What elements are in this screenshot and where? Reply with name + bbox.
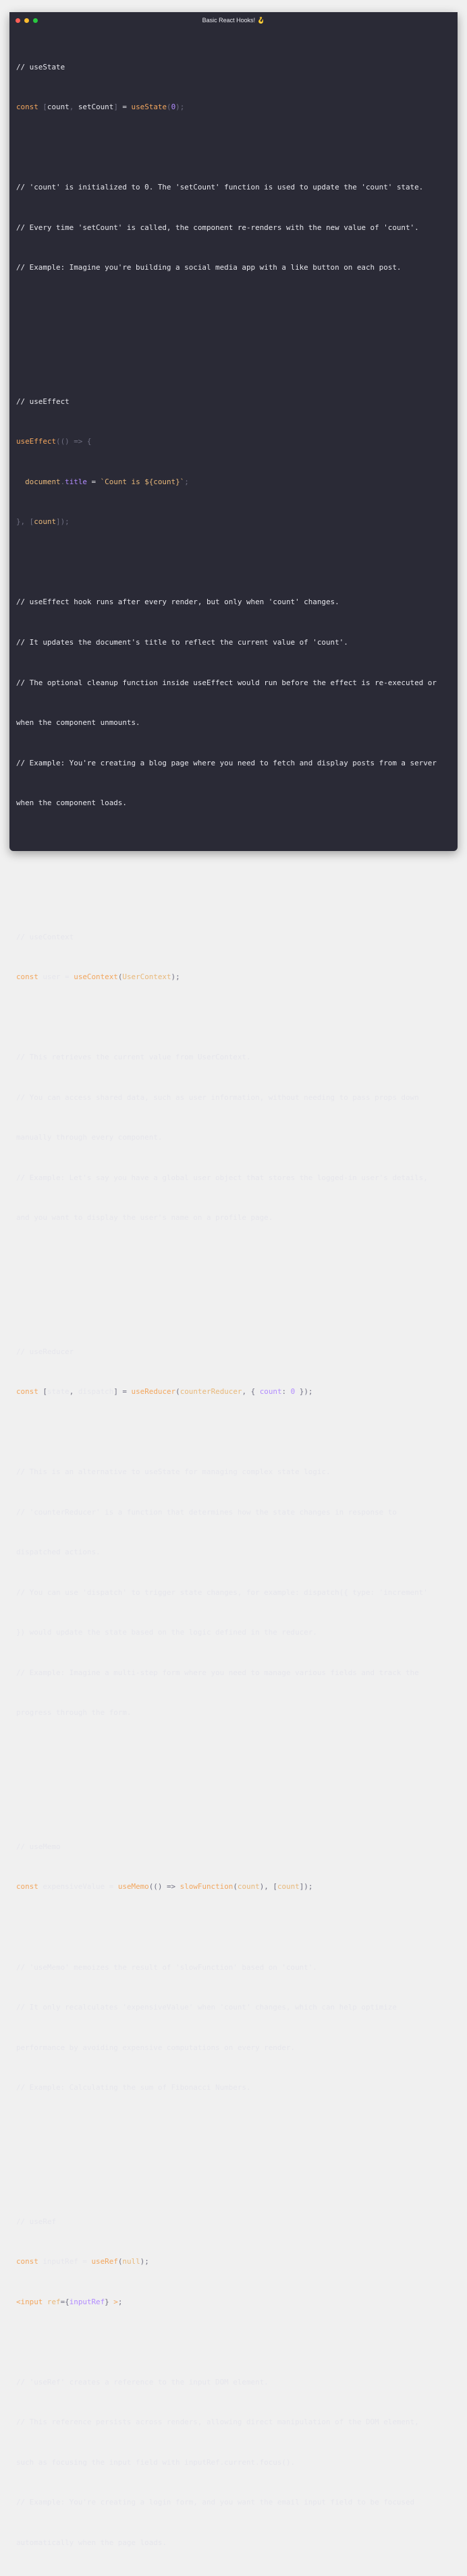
code-token: ( [233, 1882, 238, 1892]
code-line: // useState [16, 62, 65, 71]
code-token: count [237, 1882, 260, 1892]
code-line: // This reference persists across renders, allowing direct manipulation of the DOM element, [16, 2418, 419, 2427]
code-line: // 'useRef' creates a reference to the input DOM element. [16, 2377, 269, 2387]
code-line: // Example: Calculating the sum of Fibonacci Numbers. [16, 2083, 251, 2092]
blank-line [16, 1426, 455, 1439]
code-token: title [65, 477, 87, 486]
code-token: ={ [60, 2297, 70, 2306]
code-token: ( [117, 2257, 123, 2266]
code-token: count [34, 517, 57, 527]
code-token: UserContext [122, 972, 171, 982]
code-token: ; [184, 477, 189, 486]
code-line: // useReducer [16, 1347, 74, 1356]
code-token: 0 [171, 103, 176, 112]
code-token: null [122, 2257, 140, 2266]
code-line: // Example: You're creating a login form, and you want the email input field to be focused [16, 2498, 415, 2507]
code-token: <input [16, 2297, 43, 2306]
code-token: ); [175, 103, 185, 112]
code-line: // 'count' is initialized to 0. The 'setCount' function is used to update the 'count' state. [16, 183, 424, 192]
code-line: }) would update the state based on the logic defined in the reducer. [16, 1628, 317, 1637]
code-line: dispatched actions. [16, 1548, 101, 1557]
code-token: `Count is ${count}` [100, 477, 185, 486]
code-line: // The optional cleanup function inside useEffect would run before the effect is re-executed or [16, 678, 437, 687]
code-token: ( [167, 103, 171, 112]
code-token: ( [175, 1387, 180, 1397]
code-token: . [60, 477, 65, 486]
code-token: ); [171, 972, 180, 982]
blank-line [16, 1252, 455, 1265]
code-token: } [105, 2297, 114, 2306]
code-token: slowFunction [180, 1882, 234, 1892]
blank-line [16, 1291, 455, 1305]
code-token: user [38, 972, 65, 982]
blank-line [16, 1787, 455, 1801]
code-line: // 'useMemo' memoizes the result of 'slowFunction' based on 'count'. [16, 1962, 317, 1972]
code-line [16, 100, 455, 114]
code-token: ; [117, 2297, 123, 2306]
code-line: // This retrieves the current value from UserContext. [16, 1053, 251, 1062]
code-line: // Example: Let's say you have a global user object that stores the logged-in user's details, [16, 1173, 428, 1182]
code-line: when the component loads. [16, 798, 127, 808]
window-title [9, 17, 458, 24]
code-line: // This is an alternative to useState for managing complex state logic. [16, 1467, 331, 1477]
blank-line [16, 341, 455, 355]
blank-line [16, 301, 455, 315]
code-line: // useEffect [16, 397, 70, 406]
code-line: // Every time 'setCount' is called, the component re-renders with the new value of 'count'. [16, 223, 419, 232]
code-token: const [16, 972, 38, 982]
code-line [16, 475, 455, 489]
code-token: ( [117, 972, 123, 982]
code-token: count [277, 1882, 300, 1892]
code-token: }, [ [16, 517, 34, 527]
code-line: // useEffect hook runs after every render, but only when 'count' changes. [16, 597, 339, 607]
code-line: // Example: Imagine a multi-step form where you need to manage various fields and track the [16, 1668, 419, 1677]
code-token: [ [38, 1387, 47, 1397]
code-token: (() => [148, 1882, 180, 1892]
code-token: useEffect [16, 437, 57, 446]
code-token: }); [295, 1387, 313, 1397]
code-line: // useRef [16, 2217, 57, 2226]
code-token: inputRef [69, 2297, 105, 2306]
code-token: ]); [56, 517, 70, 527]
code-token: ref [43, 2297, 61, 2306]
code-token: const [16, 1387, 38, 1397]
code-line [16, 1880, 455, 1894]
code-token: 0 [290, 1387, 296, 1397]
code-line: automatically when the page loads. [16, 2538, 167, 2547]
blank-line [16, 141, 455, 154]
code-line: // You can use 'dispatch' to trigger state changes, for example: dispatch({ type: 'increment' [16, 1587, 428, 1597]
code-token: , { [242, 1387, 260, 1397]
code-token: count [259, 1387, 282, 1397]
code-token: ), [ [259, 1882, 277, 1892]
code-token: ]); [299, 1882, 313, 1892]
blank-line [16, 2161, 455, 2175]
blank-line [16, 2121, 455, 2135]
code-token: useReducer [131, 1387, 176, 1397]
code-line [16, 2295, 455, 2309]
code-token: : [281, 1387, 291, 1397]
title-bar [9, 12, 458, 28]
code-token: [ [43, 103, 47, 112]
code-token: inputRef [38, 2257, 83, 2266]
code-line [16, 515, 455, 529]
code-window [9, 12, 458, 2547]
blank-line [16, 1921, 455, 1934]
code-line: // It only recalculates 'expensiveValue' when 'count' changes, which can help optimize [16, 2003, 397, 2012]
code-line: and you want to display the user's name on a profile page. [16, 1213, 273, 1223]
code-line: // You can access shared data, such as user information, without needing to pass props down [16, 1092, 419, 1102]
code-token: state [47, 1387, 70, 1397]
code-token: ); [140, 2257, 149, 2266]
window-title-text: Basic React Hooks! [202, 17, 256, 24]
code-token: = [65, 972, 74, 982]
hook-emoji-icon: 🪝 [257, 17, 265, 24]
code-token: const [16, 1882, 38, 1892]
code-token: = [86, 477, 101, 486]
code-token: (() => { [56, 437, 92, 446]
code-token: > [113, 2297, 118, 2306]
code-token: const [16, 2257, 38, 2266]
code-token: , [69, 103, 78, 112]
code-line [16, 1385, 455, 1399]
code-token: useRef [91, 2257, 118, 2266]
code-token: ] = [113, 1387, 132, 1397]
code-line: // useContext [16, 932, 74, 941]
code-token: , [69, 1387, 78, 1397]
code-token: = [117, 103, 132, 112]
code-line: when the component unmounts. [16, 718, 140, 728]
code-line: // 'counterReducer' is a function that determines how the state changes in response to [16, 1507, 397, 1517]
code-token: expensiveValue [38, 1882, 109, 1892]
code-line: // Example: Imagine you're building a social media app with a like button on each post. [16, 263, 402, 272]
blank-line [16, 1747, 455, 1760]
code-token: count [47, 103, 70, 112]
blank-line [16, 837, 455, 850]
blank-line [16, 877, 455, 890]
code-token: counterReducer [180, 1387, 242, 1397]
code-line [16, 970, 455, 984]
blank-line [16, 556, 455, 569]
code-token: ] [113, 103, 118, 112]
code-line: // It updates the document's title to reflect the current value of 'count'. [16, 637, 348, 647]
code-token: = [82, 2257, 92, 2266]
code-token: document [25, 477, 61, 486]
code-line: progress through the form. [16, 1708, 132, 1718]
code-line [16, 435, 455, 448]
code-token: useContext [74, 972, 118, 982]
code-token: useMemo [117, 1882, 149, 1892]
code-token: useState [131, 103, 167, 112]
code-line: // Example: You're creating a blog page where you need to fetch and display posts from a server [16, 758, 437, 767]
code-block [16, 34, 455, 2576]
code-line: performance by avoiding expensive computations on every render. [16, 2043, 296, 2052]
blank-line [16, 1011, 455, 1024]
code-line: manually through every component. [16, 1133, 163, 1142]
blank-line [16, 2335, 455, 2349]
code-token: const [16, 103, 38, 112]
code-token: dispatch [78, 1387, 114, 1397]
code-line: such as focusing the input field with inputRef.current.focus(). [16, 2457, 296, 2467]
code-token: = [109, 1882, 118, 1892]
code-line: // useMemo [16, 1842, 61, 1851]
code-token: setCount [78, 103, 114, 112]
code-line [16, 2255, 455, 2268]
